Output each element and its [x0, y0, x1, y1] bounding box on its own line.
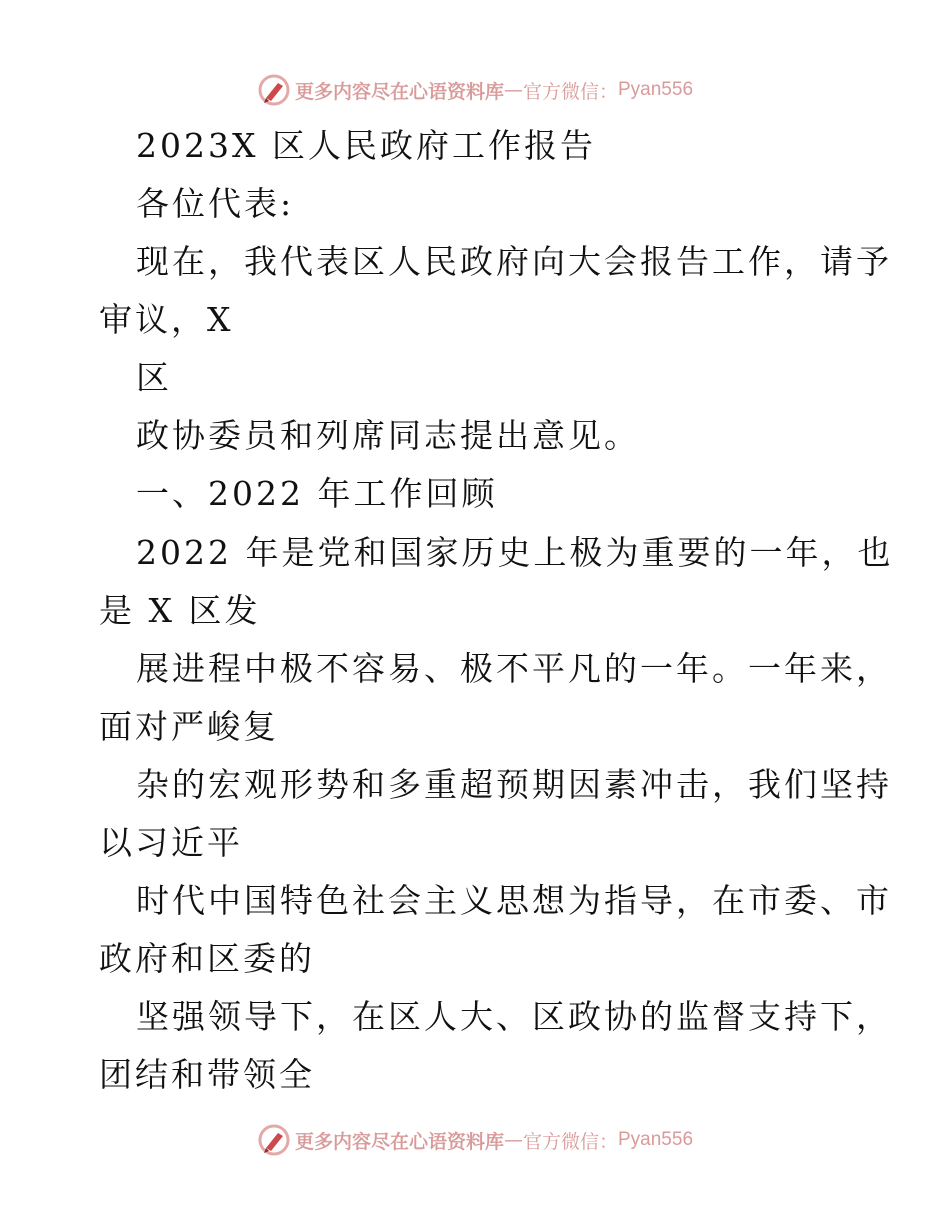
paragraph-line: 区 — [136, 358, 172, 397]
paragraph-line: 团结和带领全 — [99, 1055, 315, 1094]
pen-logo-icon — [257, 1123, 291, 1157]
footer-watermark — [0, 1120, 950, 1160]
paragraph-line: 以习近平 — [99, 823, 243, 862]
paragraph-line: 面对严峻复 — [99, 707, 279, 746]
paragraph-line: 现在，我代表区人民政府向大会报告工作，请予 — [136, 242, 892, 281]
watermark-wechat-id: Pyan556 — [618, 1129, 694, 1150]
watermark-wechat-label: 官方微信： — [522, 80, 618, 103]
paragraph-line: 是 X 区发 — [99, 591, 261, 630]
watermark-text: 更多内容尽在心语资料库 — [294, 1130, 504, 1153]
paragraph-line: 坚强领导下，在区人大、区政协的监督支持下， — [136, 997, 892, 1036]
paragraph-line: 时代中国特色社会主义思想为指导，在市委、市 — [136, 881, 892, 920]
watermark-separator: — — [503, 79, 523, 101]
salutation: 各位代表: — [136, 184, 295, 223]
paragraph-line: 杂的宏观形势和多重超预期因素冲击，我们坚持 — [136, 765, 892, 804]
section-heading: 一、2022 年工作回顾 — [136, 474, 498, 513]
paragraph-line: 政协委员和列席同志提出意见。 — [136, 416, 640, 455]
watermark-separator: — — [503, 1129, 523, 1151]
watermark-wechat-label: 官方微信： — [522, 1130, 618, 1153]
paragraph-line: 展进程中极不容易、极不平凡的一年。一年来， — [136, 649, 892, 688]
paragraph-line: 审议，X — [99, 300, 234, 339]
watermark-wechat-id: Pyan556 — [618, 79, 694, 100]
document-title: 2023X 区人民政府工作报告 — [136, 126, 596, 165]
paragraph-line: 政府和区委的 — [99, 939, 315, 978]
watermark-text: 更多内容尽在心语资料库 — [294, 80, 504, 103]
paragraph-line: 2022 年是党和国家历史上极为重要的一年，也 — [136, 533, 894, 572]
